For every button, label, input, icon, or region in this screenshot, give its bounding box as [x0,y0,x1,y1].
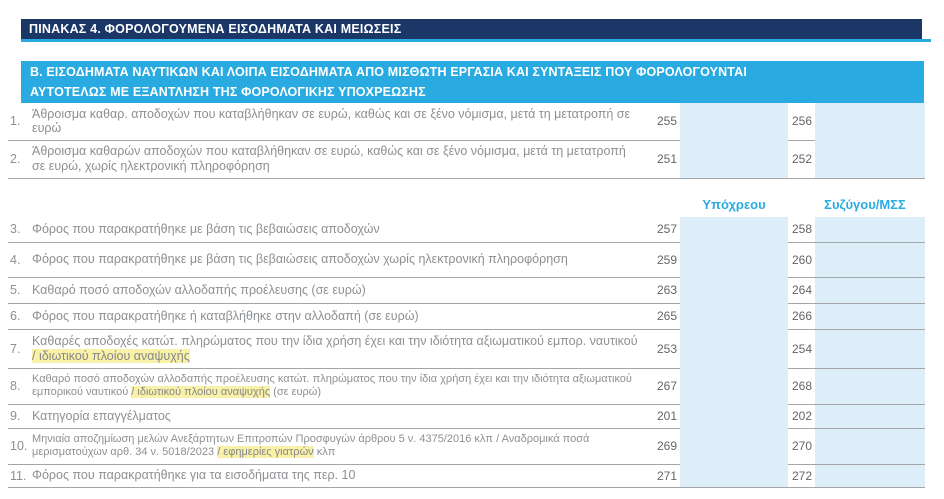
main-rows-table [8,217,925,488]
amount-field-obligor[interactable] [680,329,788,368]
row-number: 9. [8,404,30,428]
column-header-spouse: Συζύγου/ΜΣΣ [824,197,906,212]
amount-field-obligor[interactable] [680,242,788,277]
row-label-text: Μηνιαία αποζημίωση μελών Ανεξάρτητων Επιτροπών Προσφυγών άρθρου 5 ν. 4375/2016 κλπ / Αναδρομικά ποσά μερισματούχων αρθ. 34 ν. 5018/2023 [32,432,590,458]
row-label-text: Φόρος που παρακρατήθηκε με βάση τις βεβαιώσεις αποδοχών [32,221,380,236]
field-code-obligor: 267 [645,368,680,404]
row-label [30,217,645,242]
row-label [30,464,645,487]
section-b-title-line2: ΑΥΤΟΤΕΛΩΣ ΜΕ ΕΞΑΝΤΛΗΣΗ ΤΗΣ ΦΟΡΟΛΟΓΙΚΗΣ ΥΠΟΧΡΕΩΣΗΣ [30,85,426,99]
field-code-obligor: 265 [645,303,680,329]
row-label-text: Καθαρές αποδοχές κατώτ. πληρώματος που την ίδια χρήση έχει και την ιδιότητα αξιωματικού εμπορ. ναυτικού [32,333,638,348]
row-label [30,242,645,277]
table4-title: ΠΙΝΑΚΑΣ 4. ΦΟΡΟΛΟΓΟΥΜΕΝΑ ΕΙΣΟΔΗΜΑΤΑ ΚΑΙ ΜΕΙΩΣΕΙΣ [29,22,402,36]
field-code-obligor: 253 [645,329,680,368]
row-label [30,428,645,464]
row-label [30,103,645,140]
row-label [30,368,645,404]
row-number: 6. [8,303,30,329]
row-label-text: Φόρος που παρακρατήθηκε με βάση τις βεβαιώσεις αποδοχών χωρίς ηλεκτρονική πληροφόρηση [32,252,568,267]
table-row [8,217,925,242]
field-code-spouse: 256 [788,103,815,140]
row-number: 5. [8,277,30,303]
row-label-highlight: / ιδιωτικού πλοίου αναψυχής [131,386,271,398]
table-row [8,464,925,487]
table-row [8,140,925,178]
amount-field-obligor[interactable] [680,303,788,329]
row-label-text: Άθροισμα καθαρών αποδοχών που καταβλήθηκαν σε ευρώ, καθώς και σε ξένο νόμισμα, μετά τη μετατροπή σε ευρώ, χωρίς ηλεκτρονική πληροφόρηση [32,144,626,173]
field-code-spouse: 258 [788,217,815,242]
row-label-text: Φόρος που παρακρατήθηκε ή καταβλήθηκε στην αλλοδαπή (σε ευρώ) [32,308,419,323]
title-accent-rule [21,39,931,42]
field-code-spouse: 202 [788,404,815,428]
field-code-spouse: 268 [788,368,815,404]
top-rows-table [8,103,925,179]
row-label-text: Καθαρό ποσό αποδοχών αλλοδαπής προέλευσης (σε ευρώ) [32,282,366,297]
row-label-text: Άθροισμα καθαρ. αποδοχών που καταβλήθηκαν σε ευρώ, καθώς και σε ξένο νόμισμα, μετά τη μετατροπή σε ευρώ [32,106,631,136]
amount-field-spouse[interactable] [815,242,925,277]
row-number: 4. [8,242,30,277]
row-number: 1. [8,103,30,140]
amount-field-obligor[interactable] [680,140,788,178]
amount-field-obligor[interactable] [680,368,788,404]
amount-field-spouse[interactable] [815,217,925,242]
amount-field-obligor[interactable] [680,464,788,487]
row-number: 10. [8,428,30,464]
amount-field-spouse[interactable] [815,428,925,464]
field-code-obligor: 257 [645,217,680,242]
field-code-obligor: 263 [645,277,680,303]
field-code-spouse: 254 [788,329,815,368]
column-header-obligor: Υπόχρεου [702,197,766,212]
row-label-text: Κατηγορία επαγγέλματος [32,408,171,423]
field-code-spouse: 260 [788,242,815,277]
field-code-spouse: 264 [788,277,815,303]
field-code-spouse: 270 [788,428,815,464]
table-row [8,242,925,277]
row-number: 7. [8,329,30,368]
row-number: 11. [8,464,30,487]
field-code-spouse: 252 [788,140,815,178]
table-row [8,428,925,464]
amount-field-spouse[interactable] [815,103,925,140]
table-row [8,329,925,368]
row-number: 8. [8,368,30,404]
row-label [30,329,645,368]
field-code-obligor: 255 [645,103,680,140]
amount-field-spouse[interactable] [815,404,925,428]
amount-field-spouse[interactable] [815,329,925,368]
row-label [30,140,645,178]
amount-field-obligor[interactable] [680,103,788,140]
table4-title-bar [21,19,922,39]
row-label-text: κλπ [313,446,336,458]
field-code-spouse: 266 [788,303,815,329]
amount-field-obligor[interactable] [680,404,788,428]
row-label-highlight: / εφημερίες γιατρών [217,446,314,458]
field-code-obligor: 201 [645,404,680,428]
row-label [30,277,645,303]
section-b-header [21,61,924,103]
field-code-obligor: 259 [645,242,680,277]
table-row [8,277,925,303]
row-label [30,404,645,428]
table-row [8,368,925,404]
table-row [8,303,925,329]
row-label-text: Φόρος που παρακρατήθηκε για τα εισοδήματα της περ. 10 [32,468,356,483]
row-label-text: (σε ευρώ) [270,386,322,398]
row-label-text: Καθαρό ποσό αποδοχών αλλοδαπής προέλευσης κατώτ. πληρώματος που την ίδια χρήση έχει και την ιδιότητα αξιωματικού εμπορικού ναυτικού [32,372,632,398]
amount-field-spouse[interactable] [815,140,925,178]
amount-field-spouse[interactable] [815,464,925,487]
amount-field-obligor[interactable] [680,277,788,303]
amount-field-spouse[interactable] [815,368,925,404]
amount-field-obligor[interactable] [680,217,788,242]
field-code-obligor: 271 [645,464,680,487]
row-label [30,303,645,329]
table-row [8,404,925,428]
amount-field-spouse[interactable] [815,277,925,303]
table-row [8,103,925,140]
row-label-highlight: / ιδιωτικού πλοίου αναψυχής [32,348,190,363]
amount-field-spouse[interactable] [815,303,925,329]
amount-field-obligor[interactable] [680,428,788,464]
row-number: 3. [8,217,30,242]
field-code-spouse: 272 [788,464,815,487]
row-number: 2. [8,140,30,178]
section-b-title-line1: Β. ΕΙΣΟΔΗΜΑΤΑ ΝΑΥΤΙΚΩΝ ΚΑΙ ΛΟΙΠΑ ΕΙΣΟΔΗΜΑΤΑ ΑΠΟ ΜΙΣΘΩΤΗ ΕΡΓΑΣΙΑ ΚΑΙ ΣΥΝΤΑΞΕΙΣ ΠΟΥ ΦΟΡΟΛΟΓΟΥΝΤΑΙ [30,65,747,79]
field-code-obligor: 251 [645,140,680,178]
field-code-obligor: 269 [645,428,680,464]
